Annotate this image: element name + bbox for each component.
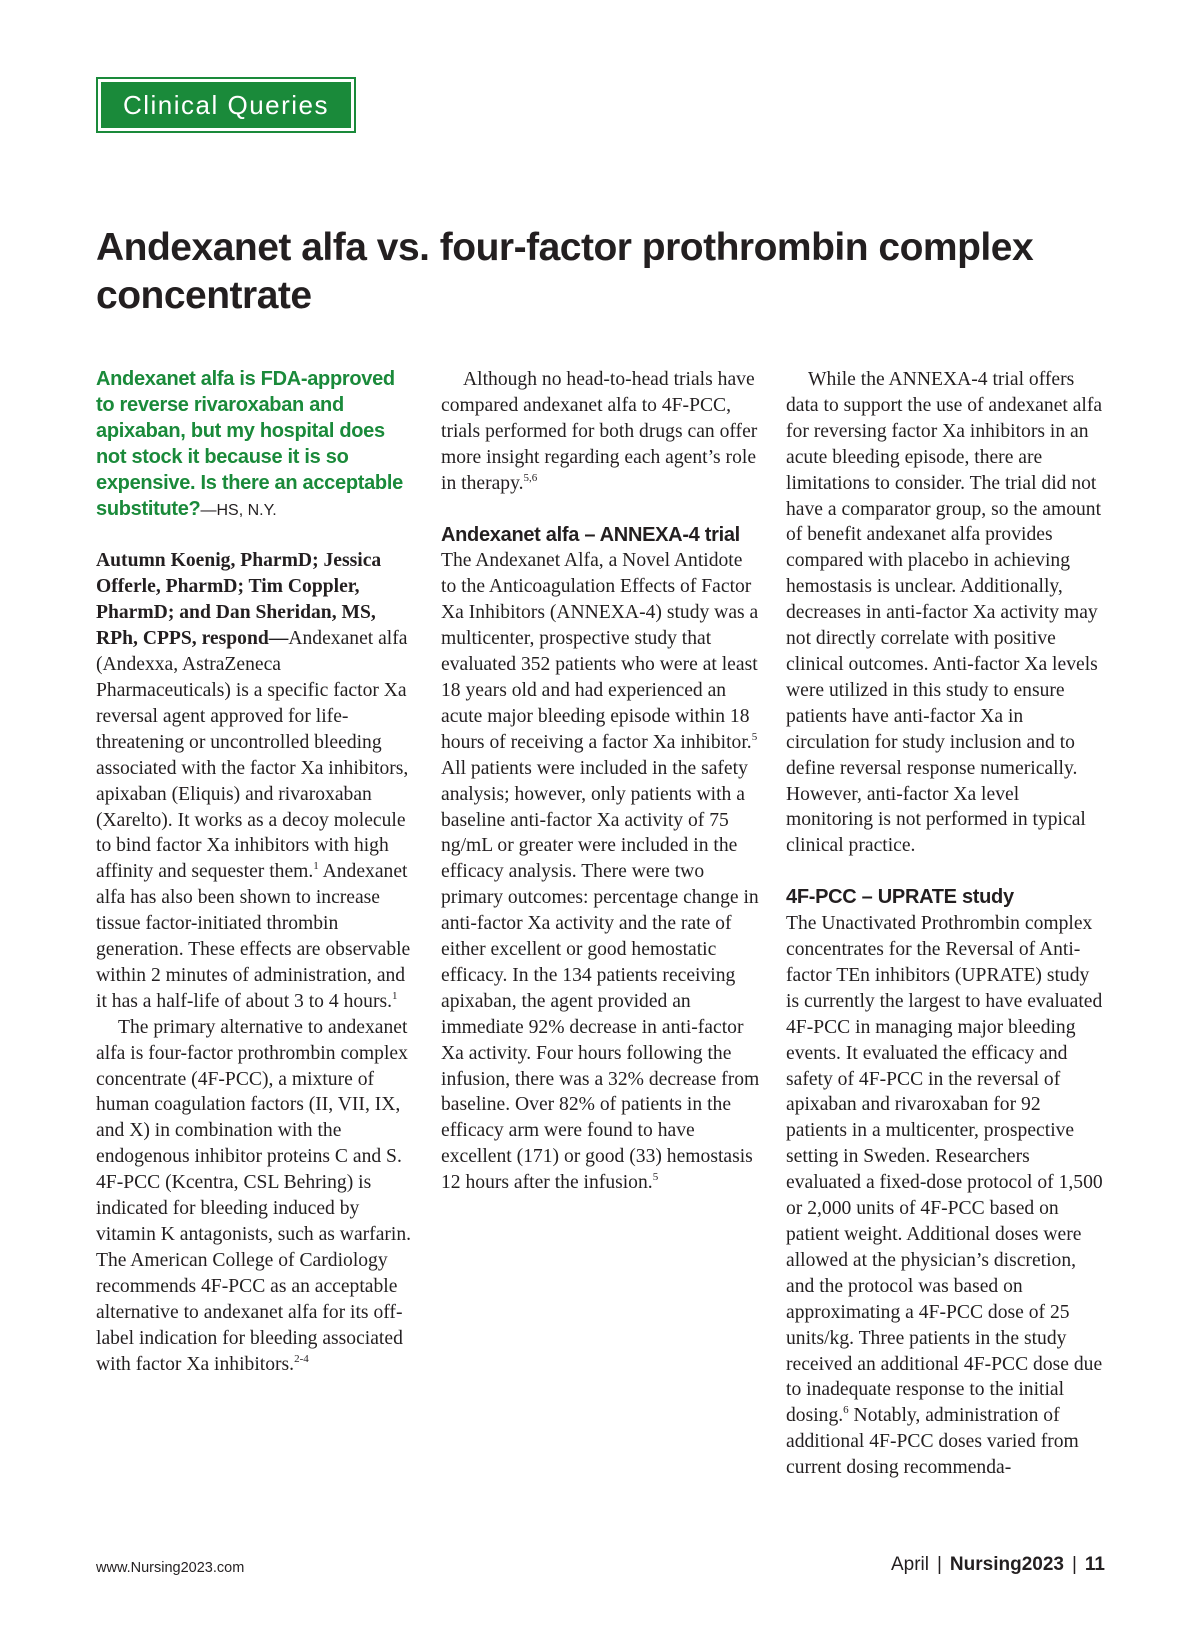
footer-separator: |	[936, 1554, 942, 1575]
section-heading-annexa: Andexanet alfa – ANNEXA-4 trial	[441, 523, 740, 546]
paragraph	[441, 548, 761, 1196]
paragraph: While the ANNEXA-4 trial offers data to support the use of andexanet alfa for reversing factor Xa inhibitors in an acute bleeding episode, there are limitations to consider. The trial did not have a comparator group, so the amount of benefit andexanet alfa provides compared with placebo in achieving hemostasis is unclear. Additionally, decreases in anti-factor Xa activity may not directly correlate with positive clinical outcomes. Anti-factor Xa levels were utilized in this study to ensure patients have anti-factor Xa in circulation for study inclusion and to define reversal response numerically. However, anti-factor Xa level monitoring is not performed in typical clinical practice.	[786, 369, 1103, 857]
column-2	[441, 367, 761, 1196]
section-banner	[96, 77, 356, 133]
footer-website[interactable]: www.Nursing2023.com	[96, 1560, 245, 1576]
footer-folio	[891, 1554, 1105, 1576]
footer-month: April	[890, 1554, 929, 1575]
paragraph-text: The primary alternative to andexanet alfa is four-factor prothrombin complex concentrate (4F-PCC), a mixture of human coagulation factors (II, VII, IX, and X) in combination with the endogenous inhibitor proteins C and S. 4F-PCC (Kcentra, CSL Behring) is indicated for bleeding induced by vitamin K antagonists, such as warfarin. The American College of Cardiology recommends 4F-PCC as an acceptable alternative to andexanet alfa for its off-label indication for bleeding associated with factor Xa inhibitors.	[96, 1016, 412, 1375]
query-signature: —HS, N.Y.	[200, 501, 277, 519]
reference-marker: 5	[652, 1171, 659, 1184]
footer-separator: |	[1071, 1554, 1077, 1575]
column-1	[96, 367, 416, 1377]
author-response	[96, 548, 416, 1014]
paragraph-text: All patients were included in the safety analysis; however, only patients with a baseline anti-factor Xa activity of 75 ng/mL or greater were included in the efficacy analysis. There were two primary outcomes: percentage change in anti-factor Xa activity and the rate of either excellent or good hemostatic efficacy. In the 134 patients receiving apixaban, the agent provided an immediate 92% decrease in anti-factor Xa activity. Four hours following the infusion, there was a 32% decrease from baseline. Over 82% of patients in the efficacy arm were found to have excellent (171) or good (33) hemostasis 12 hours after the infusion.	[441, 757, 760, 1194]
reference-marker: 6	[843, 1404, 849, 1417]
author-names: Autumn Koenig, PharmD; Jessica Offerle, PharmD; Tim Coppler, PharmD; and Dan Sheridan, MS, RPh, CPPS, respond—	[96, 550, 382, 650]
reference-marker: 1	[313, 860, 319, 873]
section-heading-uprate: 4F-PCC – UPRATE study	[786, 886, 1014, 909]
footer-magazine: Nursing2023	[949, 1554, 1064, 1575]
paragraph	[786, 911, 1106, 1481]
response-text-2: Andexanet alfa has also been shown to increase tissue factor-initiated thrombin generation. These effects are observable within 2 minutes of administration, and it has a half-life of about 3 to 4 hours.	[96, 861, 411, 1012]
paragraph	[441, 367, 761, 497]
paragraph-text: The Unactivated Prothrombin complex concentrates for the Reversal of Anti-factor TEn inhibitors (UPRATE) study is currently the largest to have evaluated 4F-PCC in managing major bleeding events. It evaluated the efficacy and safety of 4F-PCC in the reversal of apixaban and rivaroxaban for 92 patients in a multicenter, prospective setting in Sweden. Researchers evaluated a fixed-dose protocol of 1,500 or 2,000 units of 4F-PCC based on patient weight. Additional doses were allowed at the physician’s discretion, and the protocol was based on approximating a 4F-PCC dose of 25 units/kg. Three patients in the study received an additional 4F-PCC dose due to inadequate response to the initial dosing.	[786, 913, 1103, 1427]
query-text: Andexanet alfa is FDA-approved to reverse rivaroxaban and apixaban, but my hospital does not stock it because it is so expensive. Is there an acceptable substitute?	[96, 368, 403, 520]
column-3	[786, 367, 1106, 1481]
reference-marker: 5	[751, 730, 758, 743]
paragraph-text: Notably, administration of additional 4F-PCC doses varied from current dosing recommenda-	[786, 1405, 1079, 1479]
reference-marker: 2-4	[294, 1352, 309, 1365]
page-number: 11	[1084, 1554, 1105, 1575]
reference-marker: 5,6	[523, 471, 538, 484]
response-text: Andexanet alfa (Andexxa, AstraZeneca Pharmaceuticals) is a specific factor Xa reversal agent approved for life-threatening or uncontrolled bleeding associated with the factor Xa inhibitors, apixaban (Eliquis) and rivaroxaban (Xarelto). It works as a decoy molecule to bind factor Xa inhibitors with high affinity and sequester them.	[96, 628, 409, 883]
reader-query	[96, 367, 416, 523]
section-label: Clinical Queries	[101, 82, 351, 128]
paragraph-text: The Andexanet Alfa, a Novel Antidote to the Anticoagulation Effects of Factor Xa Inhibitors (ANNEXA-4) study was a multicenter, prospective study that evaluated 352 patients who were at least 18 years old and had experienced an acute major bleeding episode within 18 hours of receiving a factor Xa inhibitor.	[441, 550, 759, 753]
paragraph	[96, 1015, 416, 1378]
paragraph-text: Although no head-to-head trials have compared andexanet alfa to 4F-PCC, trials performed for both drugs can offer more insight regarding each agent’s role in therapy.	[441, 369, 758, 494]
reference-marker: 1	[392, 989, 398, 1002]
article-title: Andexanet alfa vs. four-factor prothrombin complex concentrate	[96, 226, 1034, 317]
